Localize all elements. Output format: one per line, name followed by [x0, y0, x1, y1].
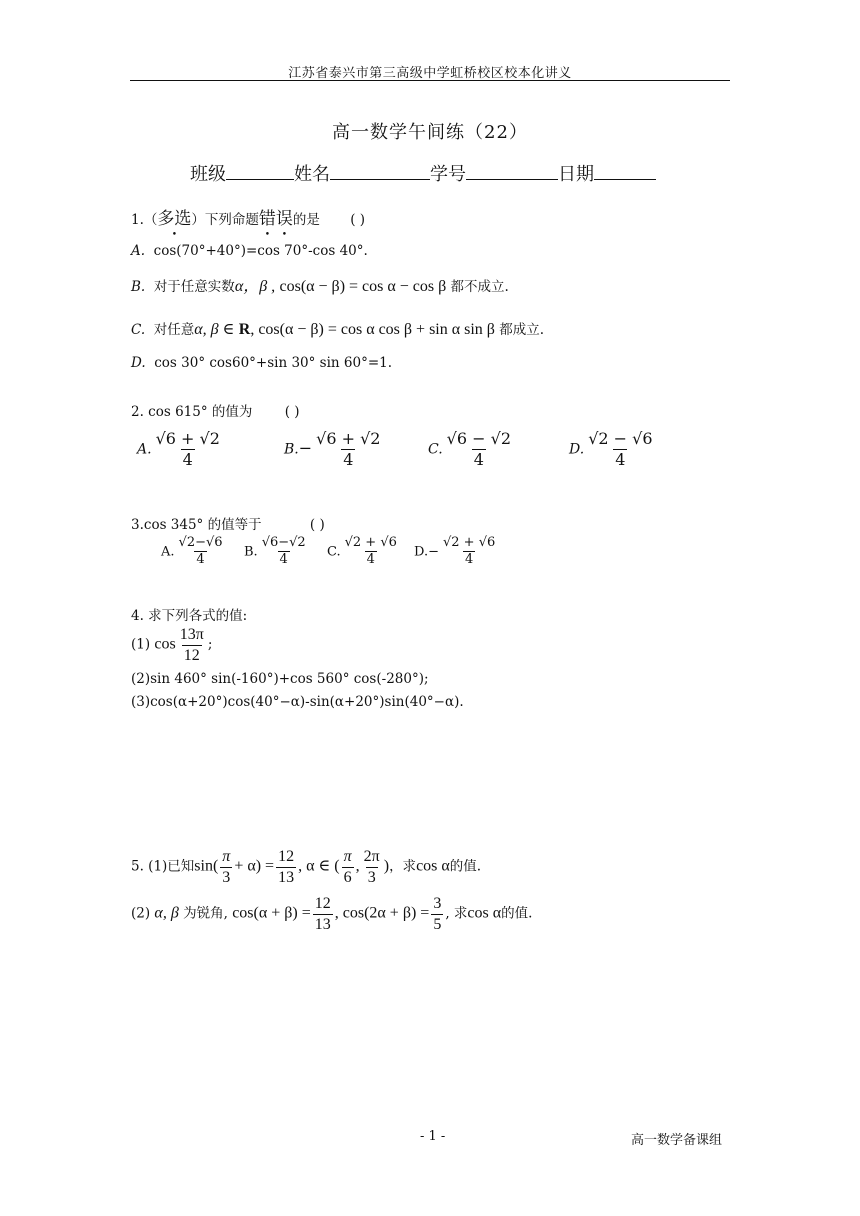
footer-group-name: 高一数学备课组: [631, 1133, 723, 1148]
q2-a-denominator: 4: [182, 449, 193, 469]
id-blank: [466, 162, 558, 180]
q3-b-denominator: 4: [279, 552, 288, 568]
page-title: 高一数学午间练（22）: [332, 122, 528, 143]
q3-c-denominator: 4: [366, 552, 375, 568]
q2-d-numerator: √2 − √6: [588, 429, 653, 448]
q3-option-a: A. $\frac{√2-√6}{4}$: [161, 535, 223, 568]
q2-b-denominator: 4: [343, 449, 354, 469]
header-rule: [130, 80, 730, 81]
q4-stem: 4. 求下列各式的值:: [131, 608, 248, 624]
q4-1-denominator: 12: [183, 646, 200, 664]
q3-c-numerator: √2 + √6: [344, 535, 397, 550]
q2-option-a: A. $\frac{√6 + √2}{4}$: [137, 429, 220, 469]
q1-b-formula: cos(α − β) = cos α − cos β: [279, 278, 447, 295]
q3-d-numerator: √2 + √6: [443, 535, 496, 550]
q2-option-b: B.− $\frac{√6 + √2}{4}$: [284, 429, 381, 469]
q1-option-d: D. cos 30° cos60°+sin 30° sin 60°=1.: [131, 355, 393, 371]
q2-option-c: C. $\frac{√6 - √2}{4}$: [428, 429, 511, 469]
q1-option-b: B. 对于任意实数α，β , cos(α − β) = cos α − cos β 都不成立.: [131, 278, 509, 295]
q3-a-numerator: √2−√6: [178, 535, 223, 550]
name-blank: [330, 162, 430, 180]
class-label: 班级: [190, 164, 226, 185]
q2-answer-bracket: ( ): [284, 404, 300, 420]
q3-option-c: C. $\frac{√2 + √6}{4}$: [327, 535, 397, 568]
q2-option-d: D. $\frac{√2 - √6}{4}$: [569, 429, 653, 469]
student-info-line: [190, 160, 656, 186]
q3-b-numerator: √6−√2: [261, 535, 306, 550]
q1-emphasis-char-2: 误: [275, 209, 293, 229]
q2-d-denominator: 4: [615, 449, 626, 469]
class-blank: [226, 162, 294, 180]
q3-answer-bracket: ( ): [309, 517, 325, 533]
q4-part-3: (3)cos(α+20°)cos(40°−α)-sin(α+20°)sin(40°−α).: [131, 694, 464, 710]
q2-stem: 2. cos 615° 的值为 ( ): [131, 404, 300, 420]
q3-d-denominator: 4: [465, 552, 474, 568]
q3-option-b: B. $\frac{√6-√2}{4}$: [244, 535, 306, 568]
q1-c-formula: , cos(α − β) = cos α cos β + sin α sin β: [250, 321, 495, 338]
q1-option-c: C. 对任意α, β ∈ R, cos(α − β) = cos α cos β + sin α sin β 都成立.: [131, 321, 545, 338]
q2-a-numerator: √6 + √2: [155, 429, 220, 448]
document-header: 江苏省泰兴市第三高级中学虹桥校区校本化讲义: [288, 66, 572, 81]
q1-option-a: A. cos(70°+40°)=cos 70°-cos 40°.: [131, 243, 368, 259]
q1-answer-bracket: ( ): [350, 212, 366, 228]
q4-1-numerator: 13π: [179, 626, 204, 643]
q2-c-denominator: 4: [473, 449, 484, 469]
q2-c-numerator: √6 − √2: [446, 429, 511, 448]
name-label: 姓名: [294, 164, 330, 185]
q5-part-2: (2) α, β 为锐角, cos(α + β) = $\frac{12}{13}$ , cos(2α + β) = $\frac{3}{5}$ , 求cos α的值.: [131, 895, 533, 933]
q1-tag-multi-select: 多选: [157, 209, 192, 229]
q3-option-d: D.− $\frac{√2 + √6}{4}$: [414, 535, 496, 568]
q3-stem: 3.cos 345° 的值等于 ( ): [131, 517, 325, 533]
page-number: - 1 -: [420, 1129, 446, 1144]
date-blank: [594, 162, 656, 180]
q4-part-1: (1) cos $\frac{13\pi}{12}$ ;: [131, 626, 213, 664]
q1-emphasis-char-1: 错: [258, 209, 276, 229]
q2-b-numerator: √6 + √2: [316, 429, 381, 448]
q1-stem: 1.（多选）下列命题错误的是 ( ): [131, 209, 366, 229]
q4-part-2: (2)sin 460° sin(-160°)+cos 560° cos(-280°);: [131, 671, 429, 687]
date-label: 日期: [558, 164, 594, 185]
q5-part-1: 5. (1)已知sin( $\frac{\pi}{3}$ + α) = $\frac{12}{13}$ , α ∈ ( $\frac{\pi}{6}$ , $\frac{2\pi}{3}$ )，求cos α的值.: [131, 848, 482, 886]
id-label: 学号: [430, 164, 466, 185]
q3-a-denominator: 4: [196, 552, 205, 568]
